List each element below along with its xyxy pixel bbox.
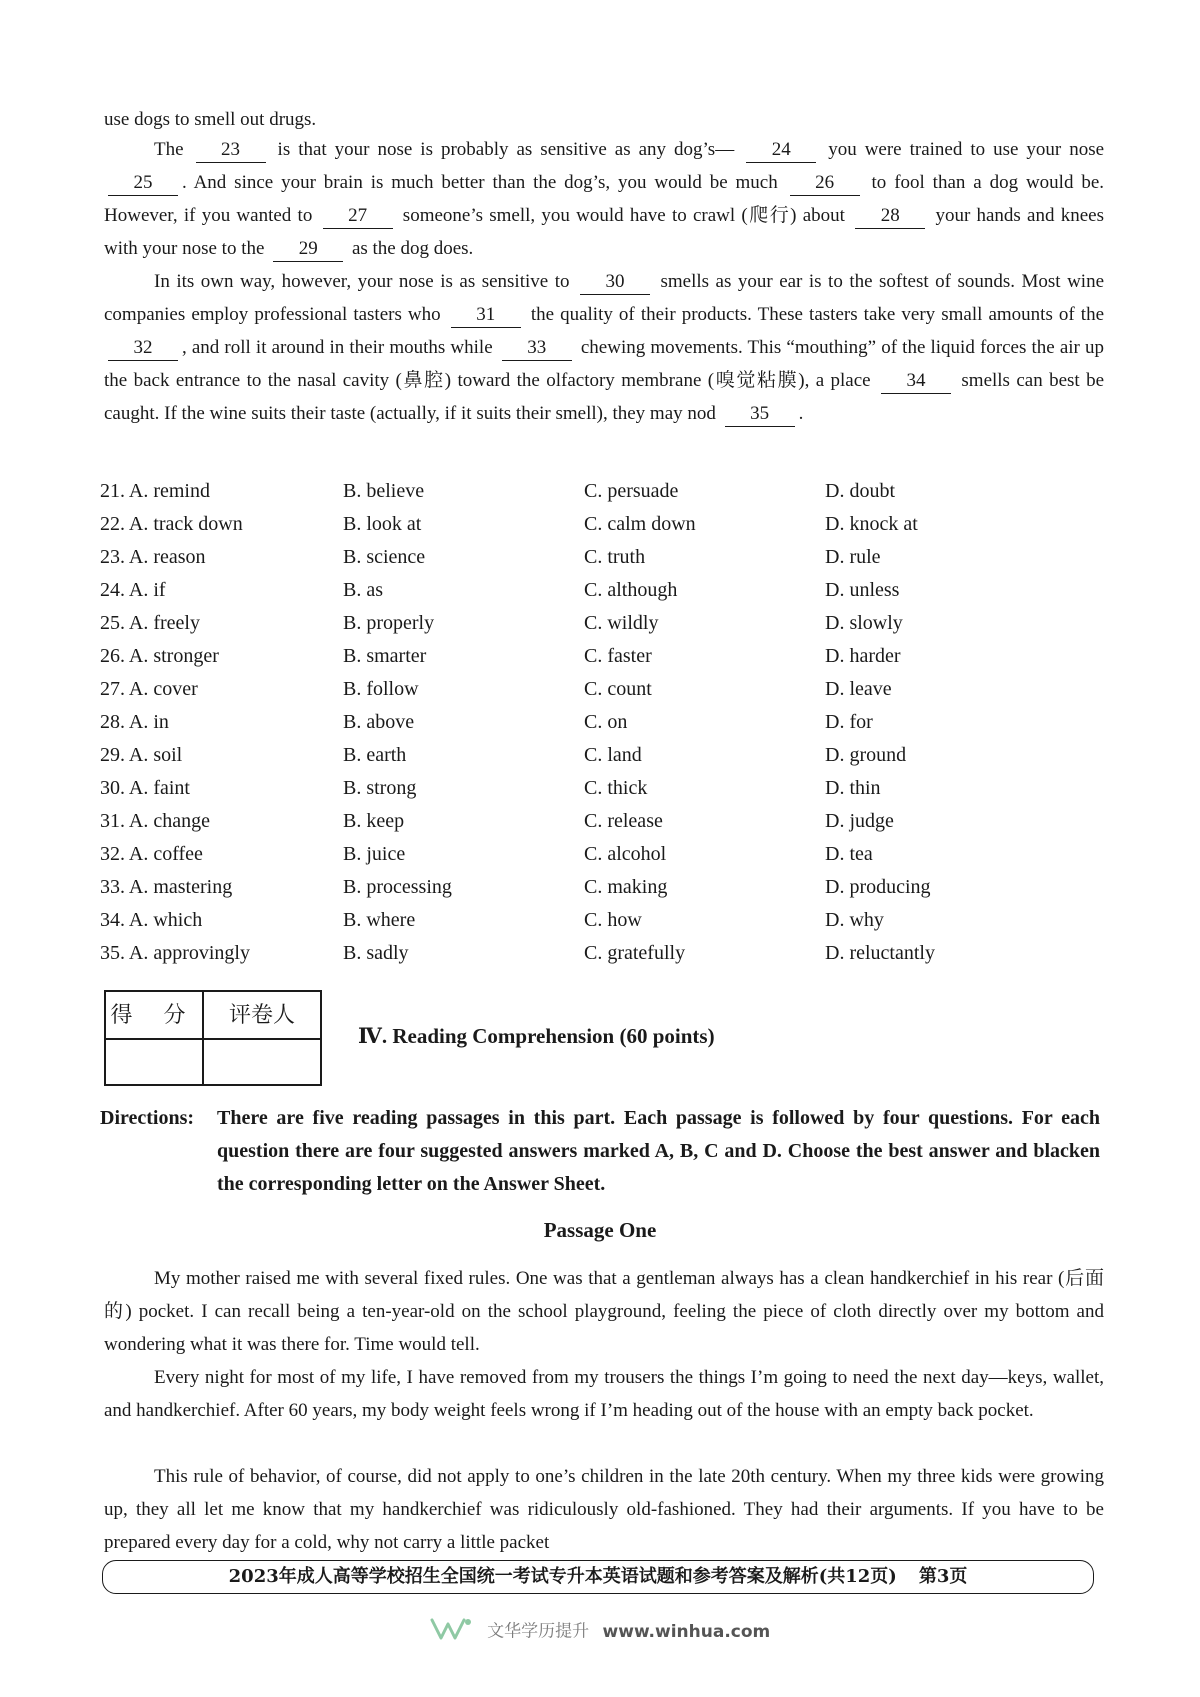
cloze-line-0: use dogs to smell out drugs. bbox=[104, 109, 317, 130]
choice-d: D. ground bbox=[825, 744, 907, 766]
choice-c: C. on bbox=[584, 711, 628, 733]
choice-a: 21. A. remind bbox=[100, 480, 210, 502]
choice-row bbox=[100, 513, 1100, 546]
choice-a: 28. A. in bbox=[100, 711, 169, 733]
choice-row bbox=[100, 480, 1100, 513]
choice-a: 32. A. coffee bbox=[100, 843, 203, 865]
choice-c: C. how bbox=[584, 909, 642, 931]
blank-25: 25 bbox=[108, 171, 178, 196]
blank-23: 23 bbox=[196, 138, 266, 163]
choice-c: C. although bbox=[584, 579, 678, 601]
choice-c: C. faster bbox=[584, 645, 652, 667]
table-divider bbox=[106, 1038, 320, 1040]
choice-b: B. follow bbox=[343, 678, 419, 700]
directions-text: There are five reading passages in this part. Each passage is followed by four questions. For each question there are four suggested answers marked A, B, C and D. Choose the best answer and blacken the corresponding letter on the Answer Sheet. bbox=[217, 1107, 1100, 1195]
choice-a: 23. A. reason bbox=[100, 546, 206, 568]
choice-row bbox=[100, 678, 1100, 711]
choice-a: 33. A. mastering bbox=[100, 876, 233, 898]
choice-c: C. land bbox=[584, 744, 642, 766]
choice-b: B. smarter bbox=[343, 645, 427, 667]
footer-title: 2023年成人高等学校招生全国统一考试专升本英语试题和参考答案及解析(共12页) bbox=[228, 1566, 897, 1587]
choice-d: D. leave bbox=[825, 678, 892, 700]
choice-d: D. thin bbox=[825, 777, 881, 799]
choice-d: D. judge bbox=[825, 810, 894, 832]
choice-row bbox=[100, 876, 1100, 909]
passage-paragraph: Every night for most of my life, I have removed from my trousers the things I’m going to need the next day—keys, wallet, and handkerchief. After 60 years, my body weight feels wrong if I’m heading out of the house with an empty back pocket. bbox=[104, 1367, 1104, 1421]
choice-b: B. processing bbox=[343, 876, 452, 898]
choice-c: C. truth bbox=[584, 546, 646, 568]
passage-paragraph: My mother raised me with several fixed rules. One was that a gentleman always has a clean handkerchief in his rear (后面的) pocket. I can recall being a ten-year-old on the school playground, feeling the piece of cloth directly over my bottom and wondering what it was there for. Time would tell. bbox=[104, 1268, 1104, 1355]
choice-a: 27. A. cover bbox=[100, 678, 198, 700]
choice-list bbox=[100, 480, 1100, 975]
choice-row bbox=[100, 546, 1100, 579]
choice-d: D. tea bbox=[825, 843, 873, 865]
blank-30: 30 bbox=[580, 270, 650, 295]
choice-d: D. why bbox=[825, 909, 884, 931]
choice-c: C. persuade bbox=[584, 480, 679, 502]
choice-row bbox=[100, 909, 1100, 942]
choice-a: 34. A. which bbox=[100, 909, 203, 931]
choice-row bbox=[100, 843, 1100, 876]
choice-c: C. wildly bbox=[584, 612, 659, 634]
choice-c: C. making bbox=[584, 876, 668, 898]
choice-b: B. as bbox=[343, 579, 383, 601]
choice-row bbox=[100, 810, 1100, 843]
choice-d: D. unless bbox=[825, 579, 900, 601]
cloze-paragraph-2: In its own way, however, your nose is as sensitive to 30 smells as your ear is to the softest of sounds. Most wine companies employ professional tasters who 31 the quality of their products. These tasters take very small amounts of the 32 , and roll it around in their mouths while 33 chewing movements. This “mouthing” of the liquid forces the air up the back entrance to the nasal cavity (鼻腔) toward the olfactory membrane (嗅觉粘膜), a place 34 smells can best be caught. If the wine suits their taste (actually, if it suits their smell), they may nod 35 . bbox=[104, 265, 1104, 430]
choice-row bbox=[100, 579, 1100, 612]
choice-b: B. juice bbox=[343, 843, 406, 865]
winhua-logo-icon bbox=[430, 1616, 474, 1647]
choice-d: D. harder bbox=[825, 645, 901, 667]
directions-label: Directions: bbox=[100, 1107, 195, 1129]
choice-b: B. keep bbox=[343, 810, 405, 832]
blank-28: 28 bbox=[855, 204, 925, 229]
choice-row bbox=[100, 612, 1100, 645]
choice-d: D. reluctantly bbox=[825, 942, 935, 964]
blank-24: 24 bbox=[746, 138, 816, 163]
choice-c: C. alcohol bbox=[584, 843, 667, 865]
choice-row bbox=[100, 777, 1100, 810]
choice-c: C. count bbox=[584, 678, 652, 700]
choice-a: 35. A. approvingly bbox=[100, 942, 250, 964]
choice-b: B. earth bbox=[343, 744, 407, 766]
passage-title: Passage One bbox=[543, 1218, 657, 1242]
choice-a: 26. A. stronger bbox=[100, 645, 219, 667]
page-number: 第3页 bbox=[918, 1566, 968, 1587]
choice-b: B. above bbox=[343, 711, 415, 733]
choice-d: D. slowly bbox=[825, 612, 903, 634]
choice-b: B. properly bbox=[343, 612, 435, 634]
blank-29: 29 bbox=[273, 237, 343, 262]
score-header: 得 分 bbox=[110, 1003, 198, 1028]
blank-26: 26 bbox=[790, 171, 860, 196]
choice-a: 22. A. track down bbox=[100, 513, 243, 535]
choice-a: 24. A. if bbox=[100, 579, 166, 601]
choice-b: B. strong bbox=[343, 777, 417, 799]
cloze-paragraph-1: The 23 is that your nose is probably as sensitive as any dog’s— 24 you were trained to use your nose 25 . And since your brain is much better than the dog’s, you would be much 26 to fool than a dog would be. However, if you wanted to 27 someone’s smell, you would have to crawl (爬行) about 28 your hands and knees with your nose to the 29 as the dog does. bbox=[104, 133, 1104, 265]
page-footer bbox=[102, 1560, 1094, 1594]
blank-32: 32 bbox=[108, 336, 178, 361]
choice-d: D. producing bbox=[825, 876, 931, 898]
score-table bbox=[104, 990, 322, 1086]
choice-b: B. science bbox=[343, 546, 426, 568]
watermark-url: www.winhua.com bbox=[602, 1621, 771, 1642]
choice-row bbox=[100, 942, 1100, 975]
grader-header: 评卷人 bbox=[228, 1003, 295, 1028]
blank-33: 33 bbox=[502, 336, 572, 361]
choice-b: B. look at bbox=[343, 513, 422, 535]
choice-c: C. gratefully bbox=[584, 942, 686, 964]
blank-35: 35 bbox=[725, 402, 795, 427]
choice-c: C. release bbox=[584, 810, 663, 832]
choice-d: D. doubt bbox=[825, 480, 895, 502]
blank-34: 34 bbox=[881, 369, 951, 394]
choice-a: 29. A. soil bbox=[100, 744, 183, 766]
choice-c: C. thick bbox=[584, 777, 648, 799]
choice-c: C. calm down bbox=[584, 513, 696, 535]
choice-d: D. for bbox=[825, 711, 873, 733]
choice-a: 31. A. change bbox=[100, 810, 210, 832]
choice-row bbox=[100, 744, 1100, 777]
choice-row bbox=[100, 645, 1100, 678]
choice-d: D. knock at bbox=[825, 513, 918, 535]
choice-b: B. sadly bbox=[343, 942, 409, 964]
watermark bbox=[0, 1616, 1200, 1647]
choice-b: B. where bbox=[343, 909, 416, 931]
directions bbox=[100, 1102, 1100, 1201]
watermark-brand: 文华学历提升 bbox=[487, 1621, 590, 1642]
choice-a: 30. A. faint bbox=[100, 777, 190, 799]
choice-d: D. rule bbox=[825, 546, 881, 568]
section-title: Ⅳ. Reading Comprehension (60 points) bbox=[358, 1024, 715, 1048]
choice-a: 25. A. freely bbox=[100, 612, 200, 634]
blank-31: 31 bbox=[451, 303, 521, 328]
choice-row bbox=[100, 711, 1100, 744]
blank-27: 27 bbox=[323, 204, 393, 229]
choice-b: B. believe bbox=[343, 480, 425, 502]
passage-paragraph: This rule of behavior, of course, did not apply to one’s children in the late 20th century. When my three kids were growing up, they all let me know that my handkerchief was ridiculously old-fashioned. They had their arguments. If you have to be prepared every day for a cold, why not carry a little packet bbox=[104, 1466, 1104, 1553]
